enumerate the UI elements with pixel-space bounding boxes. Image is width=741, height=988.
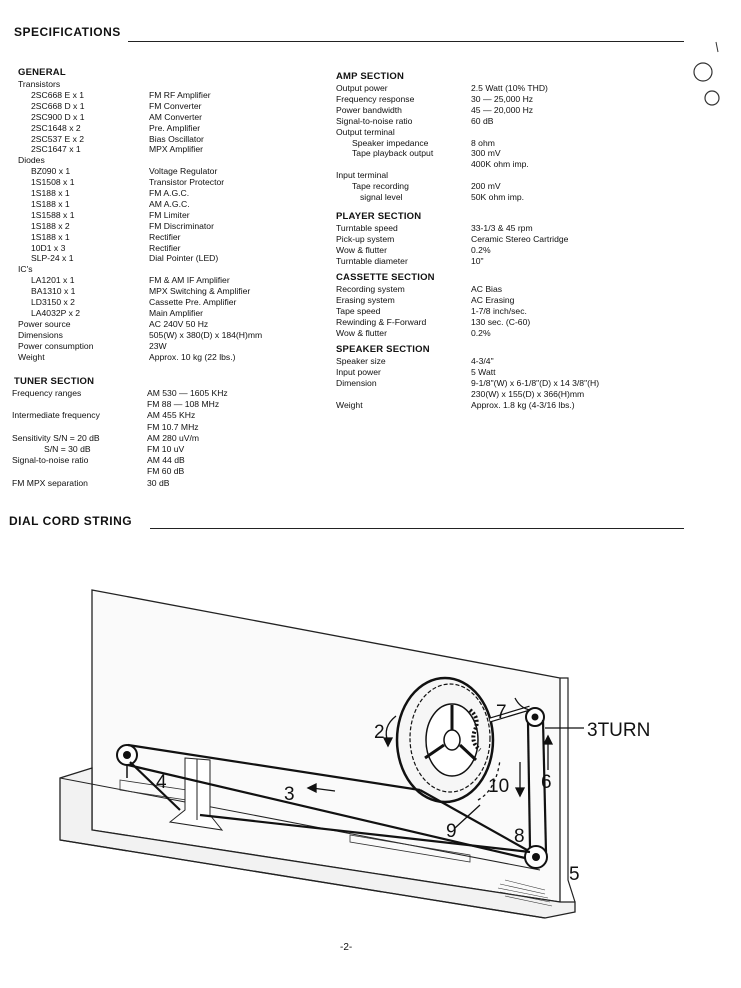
player-label: Wow & flutter (336, 244, 387, 255)
player-label: Pick-up system (336, 233, 395, 244)
amp-value: 200 mV (471, 181, 501, 192)
speaker-value: 4-3/4" (471, 356, 494, 366)
callout-3turn: 3TURN (587, 720, 651, 741)
cassette-value: AC Erasing (471, 294, 515, 305)
general-label: Transistors (18, 79, 61, 89)
cassette-value: 0.2% (471, 327, 491, 338)
amp-value: 2.5 Watt (10% THD) (471, 83, 548, 93)
general-value: MPX Switching & Amplifier (149, 286, 251, 297)
general-value: FM RF Amplifier (149, 89, 211, 100)
general-label: LA4032P x 2 (31, 307, 81, 318)
general-value: Bias Oscillator (149, 133, 204, 144)
amp-value: 300 mV (471, 148, 501, 159)
amp-value: 400K ohm imp. (471, 159, 529, 170)
general-label: 1S1588 x 1 (31, 209, 75, 220)
tuner-value: FM 88 — 108 MHz (147, 399, 220, 410)
general-value: FM Converter (149, 100, 202, 111)
callout-3: 3 (284, 784, 295, 805)
tuner-value: AM 455 KHz (147, 410, 196, 421)
cassette-label: Erasing system (336, 294, 395, 305)
general-label: 10D1 x 3 (31, 242, 66, 253)
general-label: BZ090 x 1 (31, 166, 71, 177)
cassette-value: 1-7/8 inch/sec. (471, 305, 527, 316)
general-value: FM & AM IF Amplifier (149, 275, 230, 286)
general-label: 2SC900 D x 1 (31, 111, 85, 122)
general-label: BA1310 x 1 (31, 286, 76, 297)
cassette-label: Wow & flutter (336, 327, 387, 338)
speaker-value: 230(W) x 155(D) x 366(H)mm (471, 388, 585, 399)
general-label: Power consumption (18, 340, 94, 351)
callout-7: 7 (496, 702, 507, 723)
dial-cord-rule (150, 528, 684, 529)
tuner-label: Intermediate frequency (12, 410, 100, 421)
general-label: 2SC537 E x 2 (31, 133, 85, 144)
general-label: LD3150 x 2 (31, 297, 75, 307)
speaker-value: 9-1/8"(W) x 6-1/8"(D) x 14 3/8"(H) (471, 377, 600, 388)
amp-label: Output power (336, 83, 388, 93)
amp-label: Frequency response (336, 93, 415, 104)
cassette-value: AC Bias (471, 284, 503, 294)
general-value: Cassette Pre. Amplifier (149, 297, 237, 307)
callout-5: 5 (569, 864, 580, 885)
amp-label: Tape recording (352, 181, 409, 192)
general-value: 23W (149, 340, 167, 351)
cassette-label: Rewinding & F-Forward (336, 316, 427, 327)
general-value: Voltage Regulator (149, 166, 218, 177)
general-value: FM A.G.C. (149, 188, 190, 198)
general-value: MPX Amplifier (149, 144, 203, 155)
amp-label: Input terminal (336, 170, 389, 181)
player-value: Ceramic Stereo Cartridge (471, 233, 569, 244)
general-value: Rectifier (149, 231, 181, 242)
general-value: Main Amplifier (149, 307, 203, 318)
callout-8: 8 (514, 826, 525, 847)
tuner-value: AM 530 — 1605 KHz (147, 388, 228, 398)
page-number: -2- (340, 942, 353, 953)
player-title: PLAYER SECTION (336, 211, 422, 222)
speaker-label: Input power (336, 366, 381, 377)
general-value: 505(W) x 380(D) x 184(H)mm (149, 329, 263, 340)
general-value: FM Discriminator (149, 220, 214, 231)
general-value: Pre. Amplifier (149, 122, 201, 133)
general-label: Diodes (18, 155, 45, 166)
tuner-label: FM MPX separation (12, 477, 88, 488)
general-label: Dimensions (18, 329, 63, 340)
tuner-value: 30 dB (147, 477, 170, 488)
tuner-title: TUNER SECTION (14, 376, 95, 387)
general-label: 2SC668 D x 1 (31, 100, 85, 111)
general-label: 2SC1648 x 2 (31, 122, 81, 133)
general-label: 2SC1647 x 1 (31, 144, 81, 155)
speaker-value: Approx. 1.8 kg (4-3/16 lbs.) (471, 399, 575, 410)
tuner-value: AM 44 dB (147, 455, 185, 466)
amp-value: 8 ohm (471, 137, 495, 148)
tuning-drum (397, 678, 493, 802)
general-value: Rectifier (149, 242, 181, 253)
tuner-label: Frequency ranges (12, 388, 82, 398)
general-label: Weight (18, 351, 45, 362)
amp-value: 60 dB (471, 115, 494, 126)
general-label: SLP-24 x 1 (31, 253, 74, 264)
player-value: 33-1/3 & 45 rpm (471, 223, 533, 233)
tuner-value: AM 280 uV/m (147, 432, 200, 443)
general-label: 1S1508 x 1 (31, 177, 75, 188)
general-value: Approx. 10 kg (22 lbs.) (149, 351, 236, 362)
corner-marks (680, 40, 740, 160)
amp-value: 45 — 20,000 Hz (471, 104, 534, 115)
general-label: 1S188 x 1 (31, 198, 70, 209)
general-value: AM A.G.C. (149, 198, 190, 209)
general-value: FM Limiter (149, 209, 190, 220)
amp-label: Output terminal (336, 126, 395, 137)
player-label: Turntable diameter (336, 255, 408, 266)
general-label: IC's (18, 264, 33, 275)
player-value: 0.2% (471, 244, 491, 255)
amp-label: Power bandwidth (336, 104, 402, 115)
speaker-value: 5 Watt (471, 366, 496, 377)
general-title: GENERAL (18, 67, 66, 78)
player-value: 10" (471, 255, 484, 266)
specifications-rule (128, 41, 684, 42)
callout-6: 6 (541, 772, 552, 793)
amp-value: 30 — 25,000 Hz (471, 93, 534, 104)
general-label: Power source (18, 318, 71, 329)
amp-value: 50K ohm imp. (471, 192, 525, 202)
amp-label: Tape playback output (352, 148, 434, 159)
general-value: Dial Pointer (LED) (149, 253, 219, 264)
tuner-label: S/N = 30 dB (44, 444, 91, 454)
amp-label: Speaker impedance (352, 137, 429, 148)
amp-title: AMP SECTION (336, 71, 405, 82)
tuner-value: FM 10.7 MHz (147, 421, 199, 432)
general-label: 1S188 x 1 (31, 188, 70, 198)
cassette-title: CASSETTE SECTION (336, 272, 435, 283)
speaker-label: Dimension (336, 377, 377, 388)
speaker-title: SPEAKER SECTION (336, 344, 430, 355)
lower-right-pulley (525, 846, 547, 868)
speaker-label: Speaker size (336, 356, 386, 366)
dial-cord-diagram (0, 540, 741, 935)
tuner-label: Signal-to-noise ratio (12, 455, 89, 466)
general-label: 1S188 x 2 (31, 220, 70, 231)
dial-cord-heading: DIAL CORD STRING (9, 514, 133, 528)
speaker-label: Weight (336, 399, 363, 410)
cassette-label: Recording system (336, 284, 405, 294)
player-label: Turntable speed (336, 223, 398, 233)
general-label: 2SC668 E x 1 (31, 89, 85, 100)
callout-4: 4 (156, 772, 167, 793)
callout-2: 2 (374, 722, 385, 743)
tuner-value: FM 10 uV (147, 444, 185, 454)
tuner-value: FM 60 dB (147, 466, 185, 477)
amp-label: Signal-to-noise ratio (336, 115, 413, 126)
callout-10: 10 (488, 776, 510, 797)
general-label: LA1201 x 1 (31, 275, 75, 286)
general-value: AC 240V 50 Hz (149, 318, 209, 329)
general-value: AM Converter (149, 111, 203, 122)
cassette-value: 130 sec. (C-60) (471, 316, 531, 327)
tuner-label: Sensitivity S/N = 20 dB (12, 432, 100, 443)
cassette-label: Tape speed (336, 305, 381, 316)
amp-label: signal level (360, 192, 403, 202)
specifications-heading: SPECIFICATIONS (14, 25, 121, 39)
general-value: Transistor Protector (149, 177, 225, 188)
general-label: 1S188 x 1 (31, 231, 70, 242)
callout-9: 9 (446, 821, 457, 842)
